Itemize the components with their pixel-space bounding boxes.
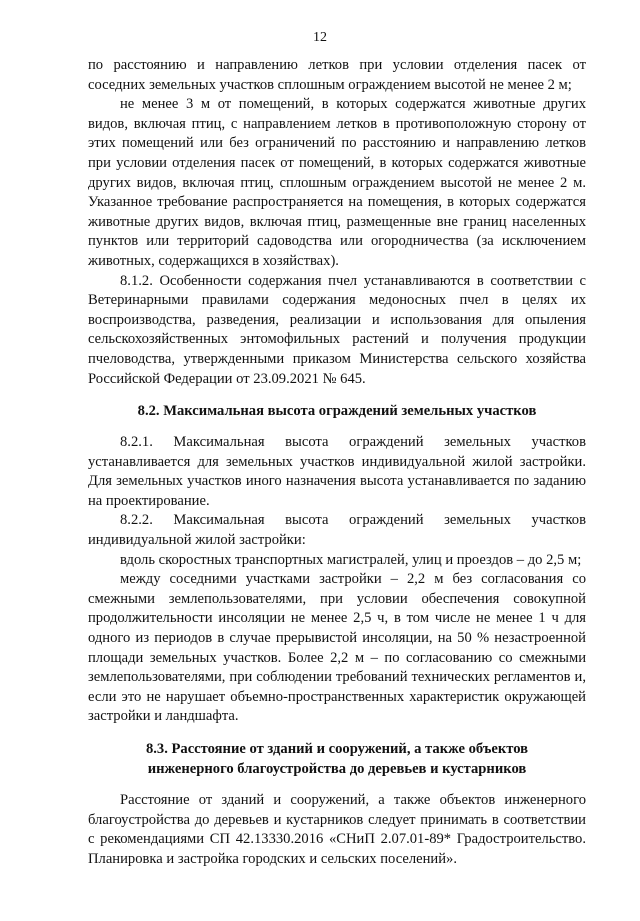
paragraph-8-1-2: 8.1.2. Особенности содержания пчел устанавливаются в соответствии с Ветеринарными правилами содержания медоносных пчел в целях их воспроизводства, разведения, реализации и использования для опыления сельскохозяйственных энтомофильных растений и получения продукции пчеловодства, утвержденными приказом Министерства сельского хозяйства Российской Федерации от 23.09.2021 № 645. [88, 272, 586, 387]
paragraph-8-2-2: 8.2.2. Максимальная высота ограждений земельных участков индивидуальной жилой застройки: [88, 512, 586, 549]
paragraph-highways: вдоль скоростных транспортных магистралей, улиц и проездов – до 2,5 м; [120, 551, 582, 568]
paragraph-bee-distance-fence: по расстоянию и направлению летков при условии отделения пасек от соседних земельных участков сплошным ограждением высотой не менее 2 м; [88, 57, 586, 93]
paragraph-8-2-1: 8.2.1. Максимальная высота ограждений земельных участков устанавливается для земельных участков индивидуальной жилой застройки. Для земельных участков иного назначения высота устанавливается по заданию на проектирование. [88, 434, 586, 509]
heading-8-3-line2: инженерного благоустройства до деревьев и кустарников [147, 761, 527, 777]
paragraph-8-3: Расстояние от зданий и сооружений, а также объектов инженерного благоустройства до деревьев и кустарников следует принимать в соответствии с рекомендациями СП 42.13330.2016 «СНиП 2.07.01-89* Градостроительство. Планировка и застройка городских и сельских поселений». [88, 792, 586, 867]
document-body [88, 56, 586, 869]
heading-8-2: 8.2. Максимальная высота ограждений земельных участков [137, 403, 537, 420]
heading-8-3 [88, 739, 586, 779]
page-number: 12 [313, 30, 327, 45]
paragraph-bee-distance-animals: не менее 3 м от помещений, в которых содержатся животные других видов, включая птиц, с направлением летков в противоположную сторону от этих помещений или без ограничений по расстоянию и направлению летков при условии отделения пасек от помещений, в которых содержатся животные других видов, включая птиц, сплошным ограждением высотой не менее 2 м. Указанное требование распространяется на помещения, в которых содержатся животные других видов, включая птиц, размещенные вне границ населенных пунктов или территорий садоводства или огородничества (за исключением животных, содержащихся в хозяйствах). [88, 96, 586, 269]
paragraph-neighbor-plots: между соседними участками застройки – 2,2 м без согласования со смежными землепользователями, при условии обеспечения совокупной продолжительности инсоляции не менее 2,5 ч, в том числе не менее 1 ч для одного из периодов в случае прерывистой инсоляции, на 50 % незастроенной площади земельных участков. Более 2,2 м – по согласованию со смежными землепользователями, при соблюдении требований технических регламентов и, если это не нарушает объемно-пространственных характеристик окружающей застройки и ландшафта. [88, 571, 586, 725]
heading-8-3-line1: 8.3. Расстояние от зданий и сооружений, а также объектов [145, 741, 529, 757]
